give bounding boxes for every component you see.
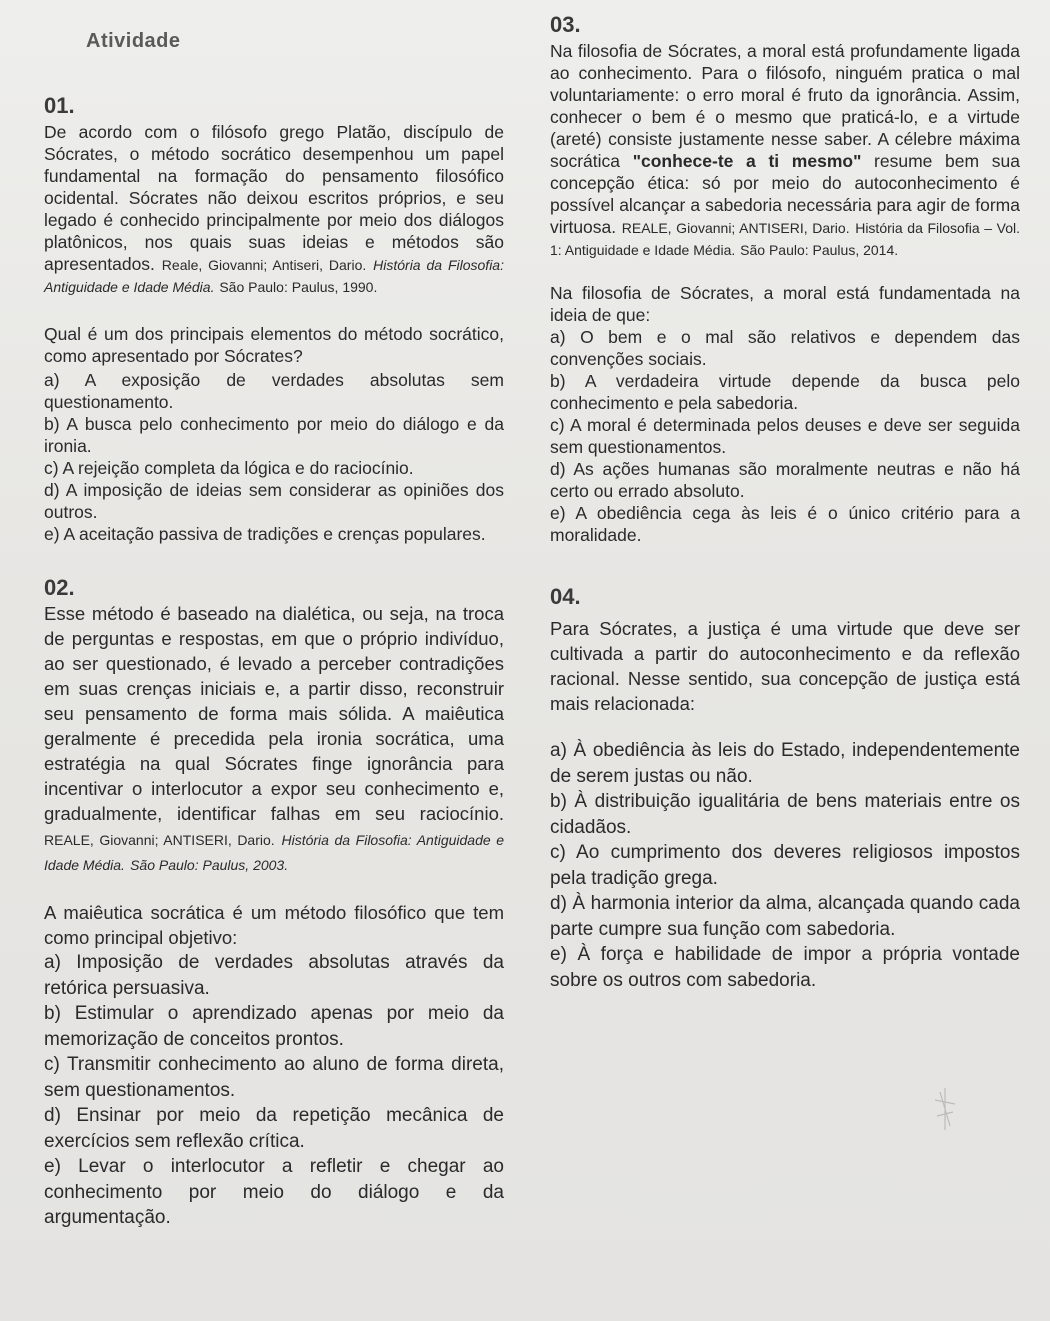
question-prompt: Qual é um dos principais elementos do método socrático, como apresentado por Sócrates? <box>44 324 504 366</box>
pencil-doodle-icon <box>930 1086 960 1132</box>
question-number: 03. <box>550 12 581 37</box>
option-d[interactable]: d) As ações humanas são moralmente neutras e não há certo ou errado absoluto. <box>550 459 1020 501</box>
option-a[interactable]: a) Imposição de verdades absolutas através da retórica persuasiva. <box>44 952 504 999</box>
question-passage: De acordo com o filósofo grego Platão, discípulo de Sócrates, o método socrático desempenhou um papel fundamental na formação do pensamento filosófico ocidental. Sócrates não deixou escritos próprios, e seu legado é conhecido principalmente por meio dos diálogos platônicos, nos quais suas ideias e métodos são apresentados. <box>44 122 504 274</box>
question-number: 02. <box>44 575 75 600</box>
source-author: REALE, Giovanni; ANTISERI, Dario. <box>621 220 850 236</box>
question-passage: Na filosofia de Sócrates, a moral está profundamente ligada ao conhecimento. Para o filósofo, ninguém pratica o mal voluntariamente: o erro moral é fruto da ignorância. Assim, conhecer o bem é o mesmo que praticá-lo, e a virtude (areté) consiste justamente nesse saber. A célebre máxima socrática <box>550 41 1020 171</box>
option-c[interactable]: c) A rejeição completa da lógica e do raciocínio. <box>44 458 414 478</box>
option-b[interactable]: b) A busca pelo conhecimento por meio do diálogo e da ironia. <box>44 414 504 456</box>
option-e[interactable]: e) À força e habilidade de impor a própria vontade sobre os outros com sabedoria. <box>550 944 1020 991</box>
question-text <box>550 40 1020 260</box>
question-number: 04. <box>550 584 581 609</box>
question-text <box>44 601 504 876</box>
maxim-quote: "conhece-te a ti mesmo" <box>632 151 862 171</box>
question-prompt: Para Sócrates, a justiça é uma virtude que deve ser cultivada a partir do autoconhecimento e da reflexão racional. Nesse sentido, sua concepção de justiça está mais relacionada: <box>550 618 1020 714</box>
question-number: 01. <box>44 93 75 118</box>
option-list <box>44 369 504 545</box>
option-c[interactable]: c) A moral é determinada pelos deuses e deve ser seguida sem questionamentos. <box>550 415 1020 457</box>
question-passage-end: resume bem sua concepção ética: só por meio do autoconhecimento é possível alcançar a sabedoria necessária para agir de forma virtuosa. <box>550 151 1020 237</box>
option-c[interactable]: c) Transmitir conhecimento ao aluno de forma direta, sem questionamentos. <box>44 1054 504 1101</box>
source-author: Reale, Giovanni; Antiseri, Dario. <box>161 257 367 273</box>
option-b[interactable]: b) À distribuição igualitária de bens materiais entre os cidadãos. <box>550 791 1020 838</box>
option-e[interactable]: e) Levar o interlocutor a refletir e chegar ao conhecimento por meio do diálogo e da argumentação. <box>44 1156 504 1228</box>
source-place: São Paulo: Paulus, 2003. <box>130 857 289 873</box>
question-01 <box>44 93 504 545</box>
option-a[interactable]: a) A exposição de verdades absolutas sem questionamento. <box>44 370 504 412</box>
option-b[interactable]: b) A verdadeira virtude depende da busca pelo conhecimento e pela sabedoria. <box>550 371 1020 413</box>
source-place: São Paulo: Paulus, 1990. <box>219 279 378 295</box>
question-passage: Esse método é baseado na dialética, ou seja, na troca de perguntas e respostas, em que o próprio indivíduo, ao ser questionado, é levado a perceber contradições em suas crenças iniciais e, a partir disso, reconstruir seu pensamento de forma mais sólida. A maiêutica geralmente é precedida pela ironia socrática, uma estratégia na qual Sócrates finge ignorância para incentivar o interlocutor a expor seu conhecimento e, gradualmente, identificar falhas em seu raciocínio. <box>44 603 504 824</box>
question-text <box>44 121 504 297</box>
option-d[interactable]: d) Ensinar por meio da repetição mecânica de exercícios sem reflexão crítica. <box>44 1105 504 1152</box>
option-c[interactable]: c) Ao cumprimento dos deveres religiosos impostos pela tradição grega. <box>550 842 1020 889</box>
question-03 <box>550 12 1020 546</box>
right-column <box>550 12 1020 993</box>
option-list <box>44 950 504 1231</box>
activity-title: Atividade <box>86 30 181 52</box>
option-e[interactable]: e) A aceitação passiva de tradições e crenças populares. <box>44 524 486 544</box>
source-title: História da Filosofia: Antiguidade e Idade Média. <box>44 257 504 295</box>
option-b[interactable]: b) Estimular o aprendizado apenas por meio da memorização de conceitos prontos. <box>44 1003 504 1050</box>
left-column <box>44 30 504 1231</box>
question-04 <box>550 584 1020 993</box>
question-02 <box>44 575 504 1231</box>
source-author: REALE, Giovanni; ANTISERI, Dario. <box>44 832 275 848</box>
option-list <box>550 326 1020 546</box>
question-prompt: A maiêutica socrática é um método filosófico que tem como principal objetivo: <box>44 902 504 948</box>
option-d[interactable]: d) À harmonia interior da alma, alcançada quando cada parte cumpre sua função com sabedoria. <box>550 893 1020 940</box>
option-e[interactable]: e) A obediência cega às leis é o único critério para a moralidade. <box>550 503 1020 545</box>
source-title: História da Filosofia – Vol. 1: Antiguidade e Idade Média. <box>550 220 1020 258</box>
option-list <box>550 738 1020 993</box>
question-prompt: Na filosofia de Sócrates, a moral está fundamentada na ideia de que: <box>550 283 1020 325</box>
option-a[interactable]: a) À obediência às leis do Estado, independentemente de serem justas ou não. <box>550 740 1020 787</box>
source-title: História da Filosofia: Antiguidade e Idade Média. <box>44 832 505 873</box>
option-d[interactable]: d) A imposição de ideias sem considerar as opiniões dos outros. <box>44 480 504 522</box>
source-place: São Paulo: Paulus, 2014. <box>740 242 899 258</box>
option-a[interactable]: a) O bem e o mal são relativos e dependem das convenções sociais. <box>550 327 1020 369</box>
